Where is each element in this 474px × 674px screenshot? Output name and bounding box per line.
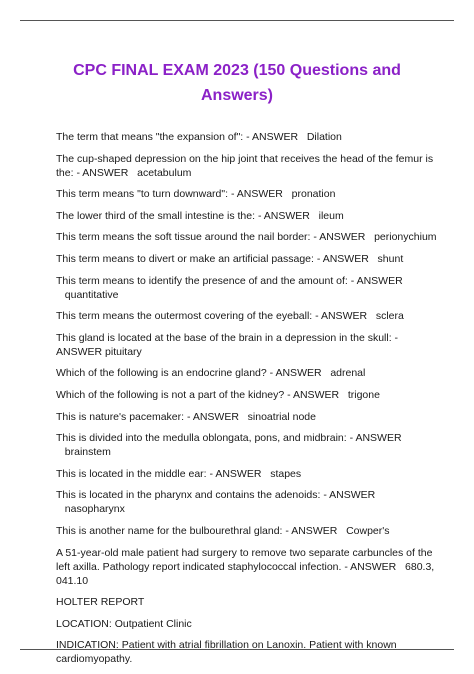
- answer-text: shunt: [377, 252, 404, 265]
- question-text: This is located in the pharynx and contains the adenoids:: [56, 489, 321, 502]
- answer-marker: - ANSWER: [344, 560, 397, 573]
- qa-item: [56, 331, 440, 359]
- question-text: This gland is located at the base of the brain in a depression in the skull:: [56, 331, 392, 344]
- answer-text: pronation: [291, 188, 336, 201]
- answer-marker: - ANSWER: [56, 331, 399, 358]
- answer-marker: - ANSWER: [313, 231, 366, 244]
- answer-marker: - ANSWER: [269, 367, 322, 380]
- bottom-divider: [20, 649, 454, 650]
- question-text: Which of the following is an endocrine gland?: [56, 367, 267, 380]
- top-divider: [20, 20, 454, 21]
- answer-marker: - ANSWER: [186, 410, 239, 423]
- answer-marker: - ANSWER: [287, 388, 340, 401]
- page-title-line-1: CPC FINAL EXAM 2023 (150 Questions and: [73, 62, 401, 79]
- report-location: LOCATION: Outpatient Clinic: [56, 617, 192, 630]
- qa-item: [56, 488, 440, 516]
- answer-text: quantitative: [64, 288, 119, 301]
- qa-item: [56, 252, 440, 266]
- question-text: This is nature's pacemaker:: [56, 410, 185, 423]
- answer-marker: - ANSWER: [316, 252, 369, 265]
- question-text: Which of the following is not a part of the kidney?: [56, 388, 285, 401]
- answer-text: stapes: [270, 467, 302, 480]
- answer-marker: - ANSWER: [285, 524, 338, 537]
- question-text: This term means to divert or make an artificial passage:: [56, 252, 314, 265]
- qa-item: [56, 209, 440, 223]
- qa-item: [56, 388, 440, 402]
- question-text: This is located in the middle ear:: [56, 467, 207, 480]
- answer-marker: - ANSWER: [315, 310, 368, 323]
- answer-marker: - ANSWER: [257, 209, 310, 222]
- question-text: The lower third of the small intestine is the:: [56, 209, 256, 222]
- qa-item: [56, 309, 440, 323]
- answer-text: sinoatrial node: [247, 410, 316, 423]
- qa-item: [56, 410, 440, 424]
- qa-item: [56, 431, 440, 459]
- answer-text: trigone: [347, 388, 380, 401]
- qa-item: [56, 524, 440, 538]
- question-text: The cup-shaped depression on the hip joint that receives the head of the femur is the:: [56, 152, 434, 179]
- answer-text: pituitary: [105, 345, 142, 358]
- qa-item: [56, 546, 440, 588]
- question-text: This term means the soft tissue around the nail border:: [56, 231, 311, 244]
- report-heading: HOLTER REPORT: [56, 596, 145, 609]
- answer-text: Cowper's: [346, 524, 390, 537]
- question-text: The term that means "the expansion of":: [56, 131, 244, 143]
- question-text: This term means "to turn downward":: [56, 188, 229, 201]
- answer-text: brainstem: [64, 446, 111, 459]
- qa-item: [56, 230, 440, 244]
- answer-marker: - ANSWER: [350, 274, 403, 287]
- question-answer-list: [56, 130, 440, 674]
- qa-item: [56, 366, 440, 380]
- question-text: This term means to identify the presence of and the amount of:: [56, 274, 348, 287]
- answer-text: perionychium: [374, 231, 437, 244]
- qa-item: [56, 130, 440, 144]
- answer-marker: - ANSWER: [209, 467, 262, 480]
- question-text: This is divided into the medulla oblongata, pons, and midbrain:: [56, 432, 347, 445]
- page-title: [40, 58, 434, 108]
- answer-text: adrenal: [330, 367, 366, 380]
- question-text: This term means the outermost covering of the eyeball:: [56, 310, 313, 323]
- report-indication: INDICATION: Patient with atrial fibrillation on Lanoxin. Patient with known cardiomyopathy.: [56, 639, 397, 666]
- question-text: This is another name for the bulbourethral gland:: [56, 524, 283, 537]
- qa-item: [56, 274, 440, 302]
- answer-marker: - ANSWER: [349, 432, 402, 445]
- answer-text: Dilation: [306, 131, 342, 143]
- answer-marker: - ANSWER: [323, 489, 376, 502]
- answer-text: nasopharynx: [64, 503, 125, 516]
- answer-text: acetabulum: [137, 166, 192, 179]
- answer-text: 680.3, 041.10: [56, 560, 435, 587]
- answer-marker: - ANSWER: [76, 166, 129, 179]
- answer-text: ileum: [318, 209, 344, 222]
- page-title-line-2: Answers): [200, 87, 274, 104]
- answer-marker: - ANSWER: [230, 188, 283, 201]
- qa-item: [56, 467, 440, 481]
- answer-marker: - ANSWER: [246, 131, 299, 143]
- qa-item: [56, 152, 440, 180]
- answer-text: sclera: [375, 310, 404, 323]
- question-text: A 51-year-old male patient had surgery to remove two separate carbuncles of the left axilla. Pathology report indicated staphylococcal infection.: [56, 546, 433, 573]
- qa-item: [56, 187, 440, 201]
